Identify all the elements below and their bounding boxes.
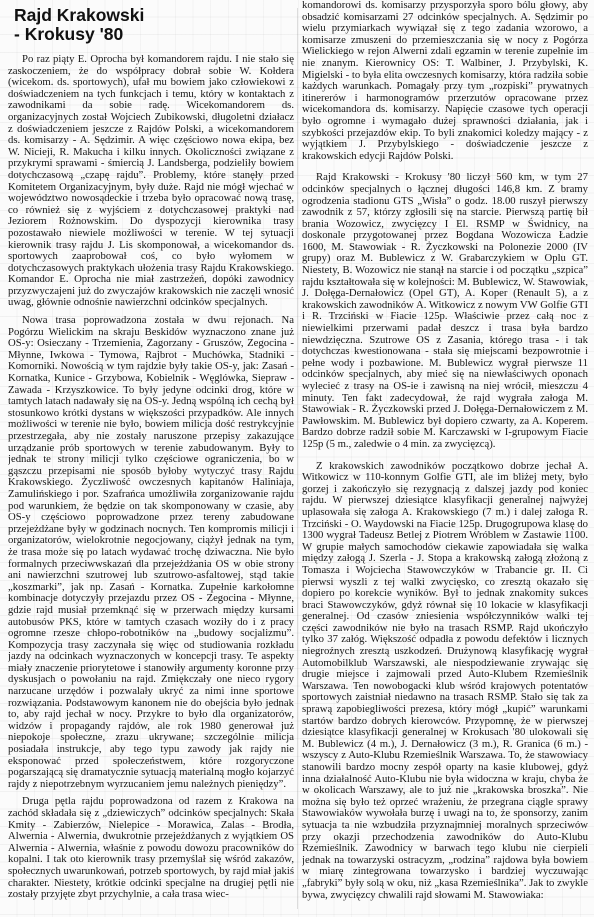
column-divider [297,8,298,909]
right-column [302,0,588,917]
paragraph: komandorowi ds. komisarzy przysporzyła sporo bólu głowy, aby obsadzić komisarzami 27 odcinków specjalnych. A. Sędzimir po wielu przymiarkach wywiązał się z tego zadania wzorowo, a komisarze zmuszeni do przemieszczania się w nocy z Pogórza Wielickiego w rejon Alwerni zdali egzamin w terenie zupełnie im nie znanym. Kierownicy OS: T. Walbiner, J. Przybylski, K. Migielski - to była elita owczesnych komisarzy, która radziła sobie każdych warunkach. Pomagały przy tym „rozpiski” prywatnych itinererów i harmonogramów przerzutów opracowane przez wicekomandora ds. komisarzy. Napięcie czasowe tych operacji było ogromne i wymagało dużej sprawności działania, jak i szybkości przejazdów ekip. To byli znakomici koledzy mający - z wyjątkiem J. Przybylskiego - doświadczenie jeszcze z krakowskich edycji Rajdów Polski. [302,0,588,162]
paragraph: Po raz piąty E. Oprocha był komandorem rajdu. I nie stało się zaskoczeniem, że do współpracy dobrał sobie W. Kołdera (wicekom. ds. sportowych), ufał mu bowiem jako człowiekowi z doświadczeniem na tych funkcjach i temu, który w kontaktach z zawodnikami da sobie radę. Wicekomandorem ds. organizacyjnych został Wojciech Zubikowski, długoletni działacz z doświadczeniem jeszcze z Rajdów Polski, a wicekomandorem ds. komisarzy - A. Sędzimir. A więc częściowo nowa ekipa, bez W. Nicieji, R. Makucha i kilku innych. Okoliczności związane z przykrymi sprawami - śmiercią J. Landsberga, podzieliły bowiem dotychczasową „czapę rajdu”. Problemy, które stanęły przed Komitetem Organizacyjnym, były duże. Rajd nie mógł wjechać w województwo nowosądeckie i trzeba było opracować nową trasę, co również się z wyjściem z dotychczasowej praktyki nad Jeziorem Rożnowskim. Do dyspozycji kierownika trasy pozostawało niewiele możliwości w terenie. W tej sytuacji kierownik trasy rajdu J. Lis skomponował, a wicekomandor ds. sportowych zaaprobował coś, co było wyłomem w dotychczasowych praktykach ułożenia trasy Rajdu Krakowskiego. Komandor E. Oprocha nie miał zastrzeżeń, dopóki zawodnicy przyzwyczajeni już do zwyczajów krakowskich nie zaczęli wnosić uwag, głównie odnośnie nawierzchni odcinków specjalnych. [8,53,294,309]
paragraph: Nowa trasa poprowadzona została w dwu rejonach. Na Pogórzu Wielickim na skraju Beskidów wyznaczono znane już OS-y: Osieczany - Trzemienia, Zagorzany - Gruszów, Zegocina - Młynne, Iwkowa - Tymowa, Rajbrot - Muchówka, Stadniki - Komorniki. Nowością w tym rajdzie były takie OS-y, jak: Zasań - Kornatka, Kunice - Grzybowa, Kobielnik - Węglówka, Siepraw - Zawada - Krzyszkowice. To były jedyne odcinki drog, które w tamtych latach nadawały się na OS-y. Jedną wspólną ich cechą był stosunkowo krótki dystans w większości przypadków. Ale innych możliwości w terenie nie było, bowiem milicja dość restrykcyjnie przestrzegała, aby nie zostały naruszone przepisy zakazujące urządzanie prób sportowych w terenie zabudowanym. Były to jednak te strony milicji tylko częściowe ograniczenia, bo w gąszczu przepisami nie sposób byłoby wytyczyć trasy Rajdu Krakowskiego. Życzliwość owczesnych kapitanów Haliniaja, Zamulińskiego i por. Szafrańca umożliwiła zorganizowanie rajdu pod warunkiem, że będzie on tak skomponowany w czasie, aby OS-y częściowo poprowadzone przez tereny zabudowane przejeżdżane były w godzinach nocnych. Ten kompromis milicji i organizatorów, wielokrotnie negocjowany, ciążył jednak na tym, że trasa może się po latach wydawać trochę dziwaczna. Nie było formalnych przeciwwskazań dla przejeżdżania OS w obie strony ani nawierzchni szutrowej lub szutrowo-asfaltowej, stąd takie „koszmarki”, jak np. Zasań - Kornatka. Zupełnie karkołomne kombinacje dotyczyły przejazdu przez OS - Zegocina - Młynne, gdzie rajd musiał przemknąć się w przerwach między kursami autobusów PKS, które w tamtych czasach woziły do i z pracy ogromne rzesze chłopo-robotników na „budowy socjalizmu”. Kompozycja trasy zaczynała się więc od studiowania rozkładu jazdy na odcinkach wyznaczonych w koncepcji trasy. Te aspekty miały znaczenie priorytetowe i stanowiły argumenty koronne przy dyskusjach o powołaniu na rajd. Zmiękczały one nieco rygory narzucane urzędów i pozwalały ukryć za nimi inne sportowe rozwiązania. Podstawowym kanonem nie do obejścia było jednak to, aby rajd jechał w nocy. Przykre to było dla organizatorów, widzów i propagandy rajdów, ale rok 1980 generował już niepokoje społeczne, zrazu ukrywane; szczególnie milicja posiadała instrukcje, aby tego typu zawody jak rajdy nie eksponować przed społeczeństwem, które rozgoryczone pogarszającą się dramatycznie sytuacją materialną mogło kojarzyć rajdy z niepotrzebnym wyrzucaniem jemu należnych pieniędzy”. [8,314,294,790]
title-line-1: Rajd Krakowski [14,5,145,25]
article-title [14,6,294,44]
title-line-2: - Krokusy '80 [14,24,124,44]
paragraph: Druga pętla rajdu poprowadzona od razem z Krakowa na zachód składała się z „dziewiczych” odcinków specjalnych: Skała Kmity - Zabierzów, Nielepice - Morawica, Zalas - Brodła, Alwernia - Alwernia, dwukrotnie przejeżdżanych z wyjątkiem OS Alwernia - Alwernia, właśnie z powodu dowozu pracowników do kopalni. I tak oto kierownik trasy przemyślał się wśród zakazów, społecznych uwarunkowań, potrzeb sportowych, by rajd miał jakiś charakter. Niestety, krótkie odcinki specjalne na drugiej pętli nie zostały przyjęte zbyt przychylnie, a cała trasa wiec- [8,795,294,901]
paragraph: Z krakowskich zawodników początkowo dobrze jechał A. Witkowicz w 110-konnym Golfie GTI, ale im bliżej mety, było gorzej i zakończyło się rezygnacją z dalszej jazdy pod koniec rajdu. W pierwszej dziesiątce klasyfikacji generalnej najwyżej uplasowała się załoga A. Krakowskiego (7 m.) i dalej załoga R. Trzciński - O. Waydowski na Fiacie 125p. Drugogrupowa klasę do 1300 wygrał Tadeusz Betlej z Piotrem Wróblem w Zastawie 1100. W grupie małych samochodów ciekawie zapowiadała się walka między załogą J. Szerla - J. Stopa a krakowską załogą złożoną z Tomasza i Wojciecha Stawowczyków w Trabancie gr. II. Ci pierwsi wyszli z tej walki zwycięsko, co zresztą okazało się dopiero po korekcie wyników. Był to jednak znakomity sukces braci Stawowczyków, gdyż równał się 10 lokacie w klasyfikacji generalnej. Od czasów zniesienia współczynników walki tej części zawodników nie było na trasach RSMP. Rajd ukończyło tylko 37 załóg. Większość odpadła z powodu defektów i licznych niegroźnych zresztą uszkodzeń. Drużynową klasyfikację wygrał Automobilklub Warszawski, ale niespodziewanie zrywając się drugie miejsce i zajmowali przed Auto-Klubem Rzemieślnik Warszawa. Ten nowobogacki klub wśród krajowych potentatów sportowych zaistniał niedawno na trasach RSMP. Stało się tak za sprawą zapobiegliwości prezesa, który mógł „kupić” warunkami startów bardzo dobrych kierowców. Przypomnę, że w pierwszej dziesiątce klasyfikacji generalnej w Krokusach '80 ulokowali się M. Bublewicz (4 m.), J. Dernałowicz (3 m.), R. Granica (6 m.) - wszyscy z Auto-Klubu Rzemieślnik Warszawa. To, że stawowiacy stanowili bardzo mocny zespół oparty na kasie klubowej, gdyż inna działalność Auto-Klubu nie była widoczna w kraju, chyba że w okolicach Warszawy, ale to już nie „krakowska broszka”. Nie można się było też oprzeć wrażeniu, że przegrana ciągle sprawy Stawowiaków wywołała burzę i uwagi na to, że sponsorzy, zanim sytuacja ta nie wzbudziła przyznajmniej moralnych sprzeciwów przy okazji przechodzenia zawodników do Auto-Klubu Rzemieślnik. Zawodnicy w barwach tego klubu nie cierpieli jednak na towarzyski ostracyzm, „rodzina” rajdowa była bowiem w miarę zintegrowana towarzysko i bardziej wyczuwając „fabryki” były solą w oku, niż „kasa Rzemieślnika”. Jak to zwykle bywa, zwycięzcy chwalili rajd słowami M. Stawowiaka: [302,459,588,901]
left-column [8,0,294,917]
paragraph: Rajd Krakowski - Krokusy '80 liczył 560 km, w tym 27 odcinków specjalnych o łącznej długości 146,8 km. Z bramy ogrodzenia stadionu GTS „Wisła” o godz. 18.00 ruszył pierwszy zawodnik z 57, którzy zgłosili się na starcie. Pierwszą partię bił brania Wozowicz, zwycięzcy I El. RSMP w Świdnicy, na doskonale przygotowanej przez Bogdana Wozowicza Ładzie 1600, M. Stawowiak - R. Życzkowski na Polonezie 2000 (IV grupy) oraz M. Bublewicz z W. Grabarczykiem w Oplu GT. Niestety, B. Wozowicz nie stanął na starcie i od początku „szpica” rajdu kształtowała się w kolejności: M. Bublewicz, W. Stawowiak, J. Dołęga-Dernałowicz (Opel GT), A. Koper (Renault 5), a z krakowskich zawodników A. Witkowicz z nowym VW Golfie GTI i R. Trzciński w Fiacie 125p. Właściwie przez całą noc z niewielkimi przerwami padał deszcz i trasa była bardzo niewdzięczna. Szutrowe OS z Zasania, którego trasa - i tak dotychczas kwestionowana - stała się miejscami bezpowrotnie i pełne wody i pozbawione. M. Bublewicz wygrał pierwsze 11 odcinków specjalnych, aby mieć się na niewłaściwych oponach wylecieć z trasy na OS-ie i zawisną na niej wrócił, mieszczu 4 minuty. Ten fakt zadecydował, że rajd wygrała załoga M. Stawowiak - R. Życzkowski przed J. Dołęga-Dernałowiczem z M. Pawłowskim. M. Bublewicz był dopiero czwarty, za A. Koperem. Bardzo dobrze radził sobie M. Karczawski w I-grupowym Fiacie 125p (5 m., zaledwie o 4 min. za zwycięzcą). [302,171,588,450]
